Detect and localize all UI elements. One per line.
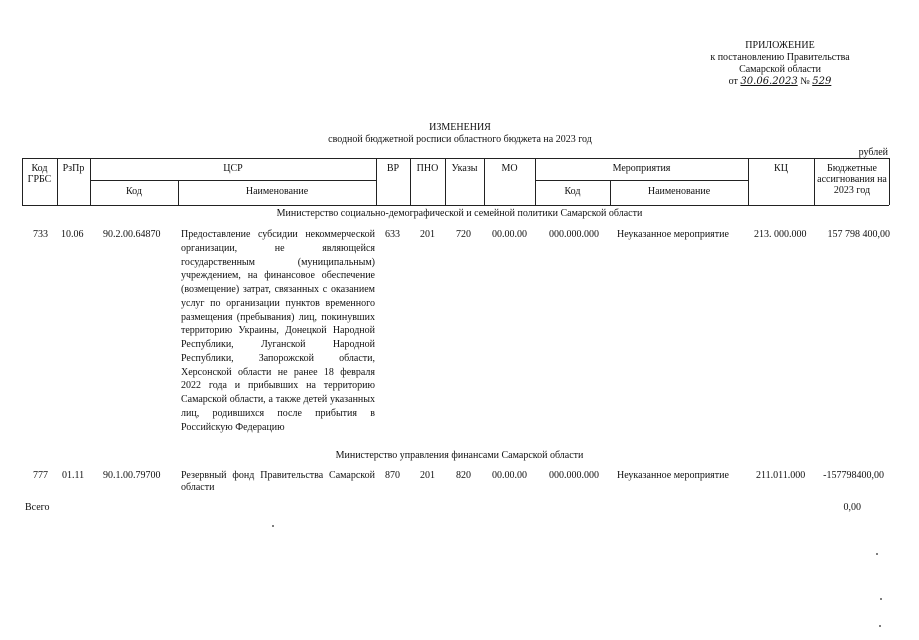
document-title-block xyxy=(260,122,660,146)
cell-vr: 633 xyxy=(385,229,400,240)
cell-csr-kod: 90.2.00.64870 xyxy=(103,229,161,240)
cell-csr-kod: 90.1.00.79700 xyxy=(103,470,161,481)
cell-grbs: 777 xyxy=(33,470,48,481)
header-mer-name: Наименование xyxy=(647,186,711,197)
cell-mer-name: Неуказанное мероприятие xyxy=(617,470,729,481)
document-subtitle: сводной бюджетной росписи областного бюджета на 2023 год xyxy=(328,134,592,145)
ministry-heading-2: Министерство управления финансами Самарской области xyxy=(335,450,584,461)
header-vr: ВР xyxy=(386,163,400,174)
cell-mer-kod: 000.000.000 xyxy=(549,229,599,240)
header-mer-kod: Код xyxy=(564,186,581,197)
handwritten-date: 30.06.2023 xyxy=(740,76,798,87)
ministry-heading-1: Министерство социально-демографической и семейной политики Самарской области xyxy=(276,208,643,219)
total-amount: 0,00 xyxy=(843,502,861,513)
appendix-date-line xyxy=(690,76,870,88)
header-budget: Бюджетные ассигнования на 2023 год xyxy=(817,163,887,196)
cell-amount: 157 798 400,00 xyxy=(827,229,890,240)
header-pno: ПНО xyxy=(416,163,439,174)
appendix-title: ПРИЛОЖЕНИЕ xyxy=(745,40,815,51)
cell-vr: 870 xyxy=(385,470,400,481)
cell-mo: 00.00.00 xyxy=(492,229,527,240)
cell-kc: 213. 000.000 xyxy=(754,229,807,240)
header-meropriyatiya: Мероприятия xyxy=(612,163,671,174)
cell-ukazy: 720 xyxy=(456,229,471,240)
cell-csr-name: Предоставление субсидии некоммерческой организации, не являющейся государственным (муниципальным) учреждением, на финансовое обеспечение (возмещение) затрат, связанных с оказанием услуг по организации пунктов временного размещения (пребывания) лиц, покинувших территорию Украины, Донецкой Народной Республики, Луганской Народной Республики, Запорожской области, Херсонской области не ранее 18 февраля 2022 года и прибывших на территорию Самарской области, а также детей указанных лиц, родившихся после прибытия в Российскую Федерацию xyxy=(181,229,375,433)
header-ukazy: Указы xyxy=(451,163,478,174)
cell-amount: -157798400,00 xyxy=(823,470,884,481)
header-kod-grbs: Код ГРБС xyxy=(27,163,52,185)
scan-speck xyxy=(880,598,882,600)
header-csr-name: Наименование xyxy=(245,186,309,197)
document-title: ИЗМЕНЕНИЯ xyxy=(429,122,491,133)
date-prefix: от xyxy=(728,76,738,87)
cell-kc: 211.011.000 xyxy=(756,470,806,481)
scan-speck xyxy=(879,625,881,627)
cell-ukazy: 820 xyxy=(456,470,471,481)
appendix-block xyxy=(690,40,870,88)
header-mo: МО xyxy=(501,163,518,174)
cell-pno: 201 xyxy=(420,470,435,481)
cell-pno: 201 xyxy=(420,229,435,240)
handwritten-number: 529 xyxy=(812,76,832,87)
cell-mer-kod: 000.000.000 xyxy=(549,470,599,481)
header-rzpr: РзПр xyxy=(62,163,85,174)
cell-rzpr: 10.06 xyxy=(61,229,84,240)
total-label: Всего xyxy=(25,502,50,513)
currency-unit: рублей xyxy=(858,147,888,158)
header-kc: КЦ xyxy=(774,163,788,174)
scan-speck xyxy=(876,553,878,555)
cell-grbs: 733 xyxy=(33,229,48,240)
cell-mo: 00.00.00 xyxy=(492,470,527,481)
header-csr: ЦСР xyxy=(223,163,243,174)
cell-csr-name: Резервный фонд Правительства Самарской области xyxy=(181,470,375,493)
header-csr-kod: Код xyxy=(126,186,142,197)
appendix-line2: Самарской области xyxy=(739,64,821,75)
appendix-line1: к постановлению Правительства xyxy=(710,52,850,63)
cell-rzpr: 01.11 xyxy=(62,470,85,481)
cell-mer-name: Неуказанное мероприятие xyxy=(617,229,729,240)
scan-speck xyxy=(272,525,274,527)
number-prefix: № xyxy=(800,76,810,87)
